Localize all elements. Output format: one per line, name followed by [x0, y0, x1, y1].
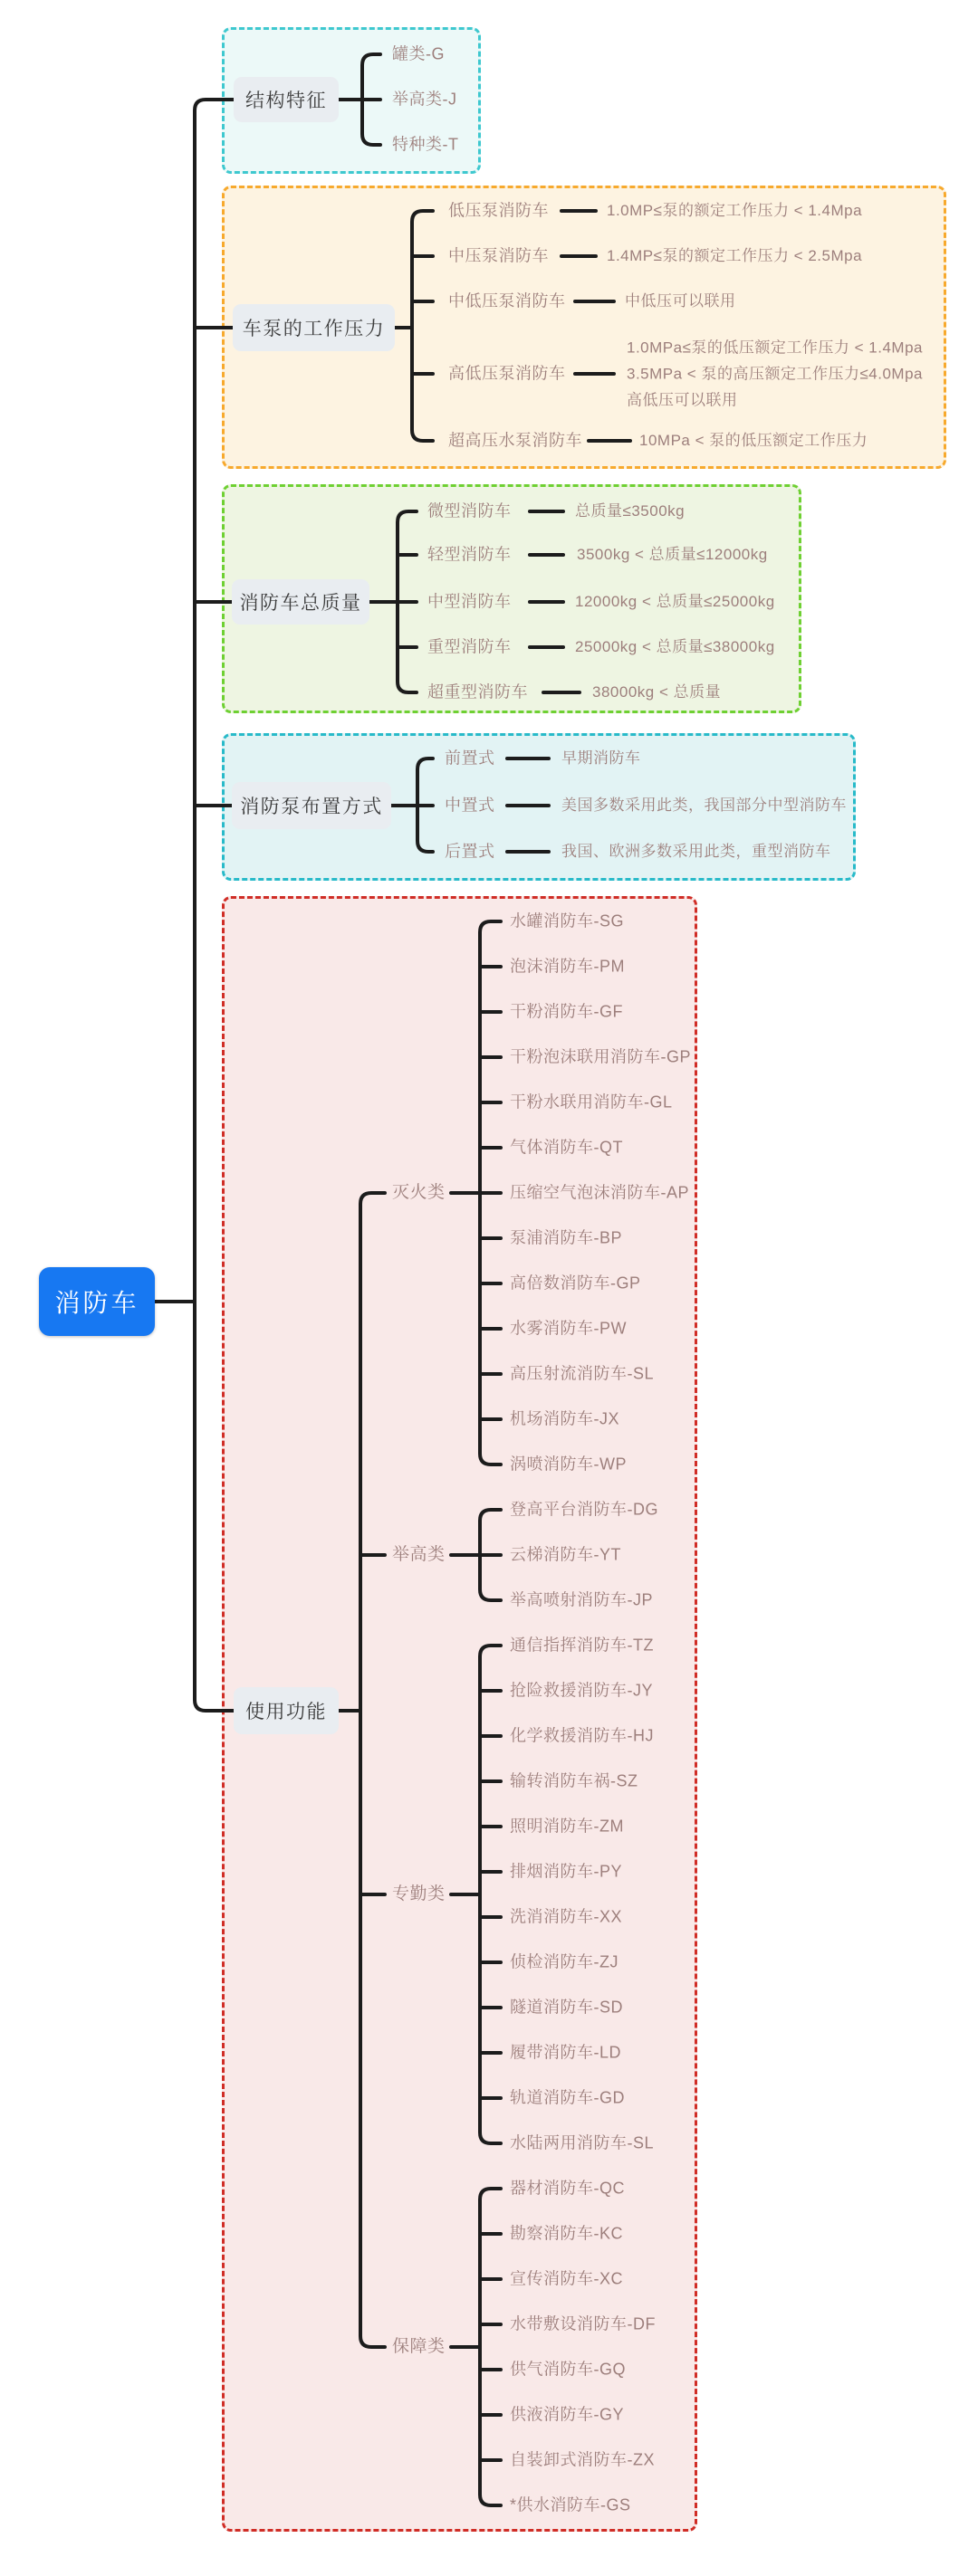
- leaf-item[interactable]: 水陆两用消防车-SL: [510, 2133, 655, 2152]
- node-pump-layout-label: 消防泵布置方式: [240, 797, 383, 817]
- leaf-item[interactable]: 输转消防车祸-SZ: [510, 1771, 638, 1790]
- leaf-item[interactable]: 宣传消防车-XC: [510, 2269, 623, 2288]
- leaf-item[interactable]: 气体消防车-QT: [510, 1138, 623, 1157]
- leaf-item[interactable]: 压缩空气泡沫消防车-AP: [510, 1183, 690, 1202]
- branch-item[interactable]: 前置式: [445, 749, 495, 768]
- value-item[interactable]: 38000kg < 总质量: [592, 683, 722, 701]
- leaf-item[interactable]: 排烟消防车-PY: [510, 1862, 623, 1881]
- branch-item[interactable]: 轻型消防车: [427, 545, 512, 564]
- group-label[interactable]: 灭火类: [392, 1183, 446, 1203]
- node-total-mass[interactable]: [232, 579, 369, 625]
- branch-item[interactable]: 高低压泵消防车: [448, 364, 566, 383]
- leaf-item[interactable]: 履带消防车-LD: [510, 2043, 622, 2062]
- value-item[interactable]: 25000kg < 总质量≤38000kg: [575, 638, 775, 656]
- value-item[interactable]: 美国多数采用此类，我国部分中型消防车: [561, 797, 847, 815]
- branch-item[interactable]: 中型消防车: [427, 592, 512, 611]
- leaf-item[interactable]: 侦检消防车-ZJ: [510, 1952, 618, 1971]
- leaf-item[interactable]: 高倍数消防车-GP: [510, 1274, 641, 1293]
- leaf-item[interactable]: 器材消防车-QC: [510, 2179, 625, 2198]
- leaf-item[interactable]: 轨道消防车-GD: [510, 2088, 625, 2107]
- leaf-item[interactable]: 隧道消防车-SD: [510, 1998, 623, 2017]
- value-item[interactable]: 总质量≤3500kg: [575, 502, 686, 520]
- node-pump-pressure-label: 车泵的工作压力: [242, 319, 386, 339]
- value-item[interactable]: 早期消防车: [561, 749, 641, 768]
- group-label[interactable]: 举高类: [392, 1545, 446, 1565]
- leaf-item[interactable]: 罐类-G: [392, 44, 445, 63]
- leaf-item[interactable]: 供液消防车-GY: [510, 2405, 625, 2424]
- value-item[interactable]: 3500kg < 总质量≤12000kg: [577, 546, 768, 564]
- leaf-item[interactable]: 云梯消防车-YT: [510, 1545, 621, 1564]
- value-item[interactable]: 我国、欧洲多数采用此类，重型消防车: [561, 843, 831, 861]
- value-line: 高低压可以联用: [627, 391, 738, 409]
- leaf-item[interactable]: 抢险救援消防车-JY: [510, 1681, 653, 1700]
- leaf-item[interactable]: 登高平台消防车-DG: [510, 1500, 658, 1519]
- node-pump-pressure[interactable]: [233, 304, 395, 351]
- leaf-item[interactable]: 泵浦消防车-BP: [510, 1228, 623, 1247]
- node-structure-label: 结构特征: [245, 91, 327, 111]
- leaf-item[interactable]: 高压射流消防车-SL: [510, 1364, 655, 1383]
- value-line: 1.0MPa≤泵的低压额定工作压力 < 1.4Mpa: [627, 339, 923, 357]
- branch-item[interactable]: 中压泵消防车: [448, 246, 549, 265]
- node-usage-function-label: 使用功能: [245, 1702, 327, 1722]
- leaf-item[interactable]: 水雾消防车-PW: [510, 1319, 627, 1338]
- branch-item[interactable]: 微型消防车: [427, 501, 512, 520]
- leaf-item[interactable]: 举高喷射消防车-JP: [510, 1590, 653, 1609]
- node-total-mass-label: 消防车总质量: [239, 593, 362, 614]
- value-item[interactable]: 中低压可以联用: [625, 292, 736, 310]
- node-structure[interactable]: [234, 77, 339, 122]
- leaf-item[interactable]: *供水消防车-GS: [510, 2495, 631, 2514]
- value-line: 3.5MPa < 泵的高压额定工作压力≤4.0Mpa: [627, 365, 923, 383]
- node-pump-layout[interactable]: [232, 782, 391, 829]
- branch-item[interactable]: 超重型消防车: [427, 682, 528, 701]
- leaf-item[interactable]: 供气消防车-GQ: [510, 2360, 626, 2379]
- leaf-item[interactable]: 自装卸式消防车-ZX: [510, 2450, 655, 2469]
- value-item[interactable]: 12000kg < 总质量≤25000kg: [575, 593, 775, 611]
- group-label[interactable]: 保障类: [392, 2337, 446, 2357]
- value-item[interactable]: 10MPa < 泵的低压额定工作压力: [639, 432, 868, 450]
- leaf-item[interactable]: 泡沫消防车-PM: [510, 957, 625, 976]
- leaf-item[interactable]: 干粉泡沫联用消防车-GP: [510, 1047, 692, 1066]
- leaf-item[interactable]: 特种类-T: [392, 135, 459, 154]
- leaf-item[interactable]: 涡喷消防车-WP: [510, 1455, 627, 1474]
- group-label[interactable]: 专勤类: [392, 1884, 446, 1904]
- leaf-item[interactable]: 通信指挥消防车-TZ: [510, 1636, 654, 1655]
- branch-item[interactable]: 中置式: [445, 796, 495, 815]
- leaf-item[interactable]: 水罐消防车-SG: [510, 911, 625, 930]
- leaf-item[interactable]: 举高类-J: [392, 90, 457, 109]
- leaf-item[interactable]: 水带敷设消防车-DF: [510, 2314, 656, 2333]
- leaf-item[interactable]: 干粉水联用消防车-GL: [510, 1092, 673, 1111]
- value-item-multiline[interactable]: [627, 335, 923, 414]
- node-usage-function[interactable]: [234, 1687, 339, 1734]
- value-item[interactable]: 1.0MP≤泵的额定工作压力 < 1.4Mpa: [607, 202, 863, 220]
- root-node-label: 消防车: [54, 1289, 139, 1317]
- leaf-item[interactable]: 勘察消防车-KC: [510, 2224, 623, 2243]
- branch-item[interactable]: 后置式: [445, 842, 495, 861]
- leaf-item[interactable]: 机场消防车-JX: [510, 1409, 619, 1428]
- leaf-item[interactable]: 照明消防车-ZM: [510, 1817, 624, 1836]
- root-node[interactable]: [39, 1267, 155, 1336]
- branch-item[interactable]: 中低压泵消防车: [448, 291, 566, 310]
- value-item[interactable]: 1.4MP≤泵的额定工作压力 < 2.5Mpa: [607, 247, 863, 265]
- leaf-item[interactable]: 干粉消防车-GF: [510, 1002, 623, 1021]
- leaf-item[interactable]: 化学救援消防车-HJ: [510, 1726, 654, 1745]
- leaf-item[interactable]: 洗消消防车-XX: [510, 1907, 623, 1926]
- branch-item[interactable]: 低压泵消防车: [448, 201, 549, 220]
- branch-item[interactable]: 超高压水泵消防车: [448, 431, 582, 450]
- branch-item[interactable]: 重型消防车: [427, 637, 512, 656]
